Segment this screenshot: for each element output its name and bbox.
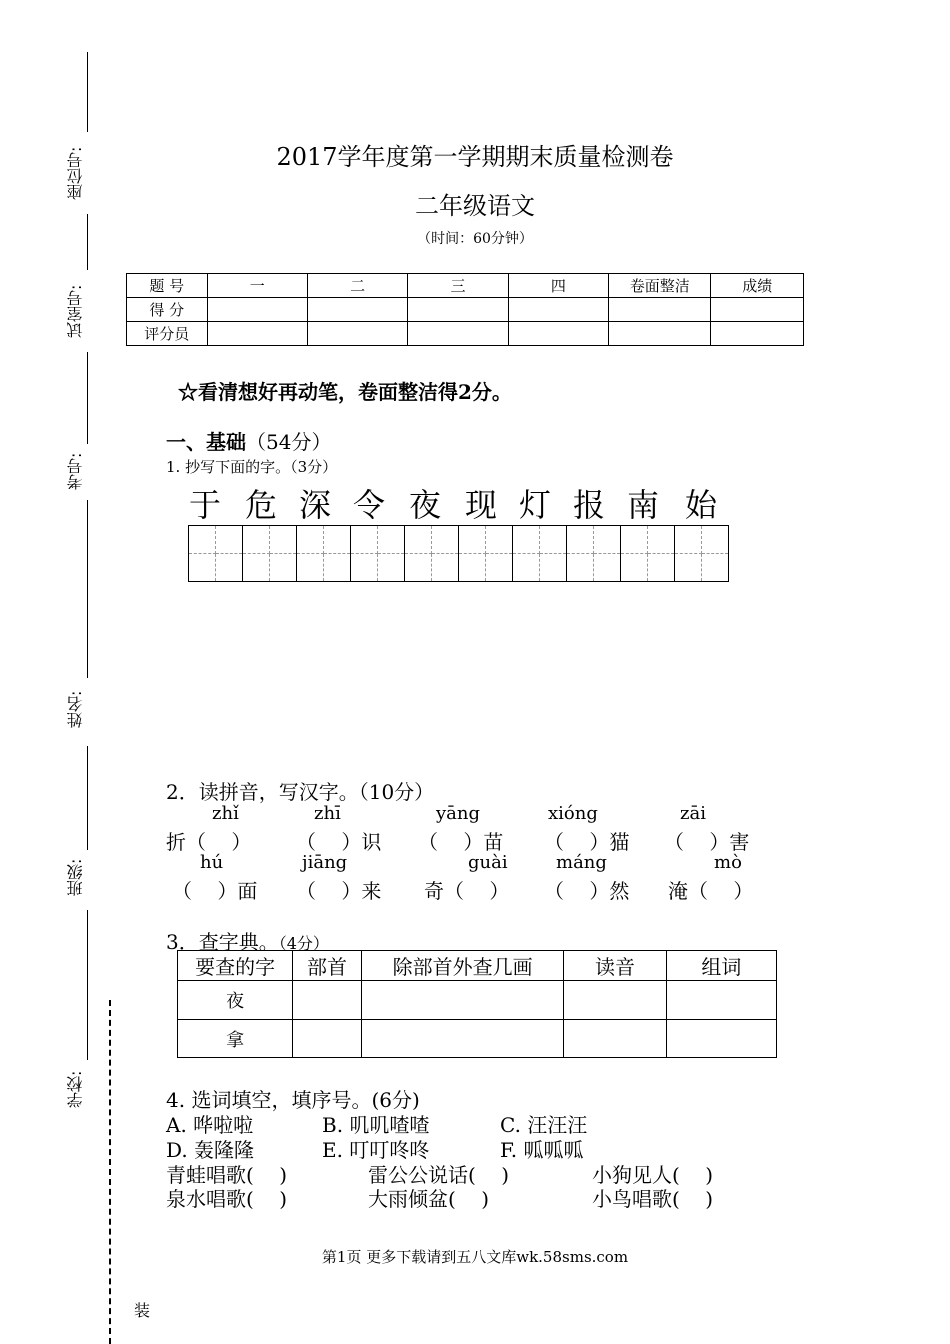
q3-prompt-score: （4分）	[278, 934, 329, 953]
dict-cell[interactable]	[361, 1020, 564, 1058]
pinyin: jiāng	[302, 852, 348, 873]
dict-cell[interactable]	[293, 981, 362, 1020]
dict-cell[interactable]	[564, 981, 666, 1020]
exam-time: （时间：60分钟）	[417, 231, 533, 247]
q4-prompt: 4. 选词填空，填序号。(6分)	[166, 1088, 420, 1112]
dict-cell[interactable]	[293, 1020, 362, 1058]
school-label: 学校:	[66, 1070, 85, 1108]
fill-item[interactable]: 泉水唱歌( )	[166, 1187, 288, 1211]
fill-item[interactable]: （ ）猫	[544, 830, 630, 854]
option: A. 哗啦啦	[166, 1113, 254, 1137]
dict-header-cell: 部首	[293, 951, 362, 981]
dictionary-table	[177, 950, 777, 1058]
option: C. 汪汪汪	[500, 1113, 588, 1137]
pinyin: zāi	[680, 803, 706, 824]
pinyin: xióng	[548, 803, 598, 824]
score-row	[127, 298, 804, 322]
option: D. 轰隆隆	[166, 1138, 255, 1162]
pinyin: yāng	[436, 803, 481, 824]
class-line	[87, 910, 88, 1060]
dict-row	[178, 981, 777, 1020]
copy-char: 现	[464, 486, 497, 524]
option: E. 叮叮咚咚	[322, 1138, 430, 1162]
grader-cell[interactable]	[508, 322, 608, 346]
dict-cell[interactable]	[361, 981, 564, 1020]
score-header-cell: 一	[207, 274, 307, 298]
fill-item[interactable]: 小狗见人( )	[592, 1163, 714, 1187]
pinyin: guài	[468, 852, 508, 873]
dict-header-cell: 组词	[666, 951, 776, 981]
q1-prompt: 1. 抄写下面的字。（3分）	[166, 458, 338, 476]
section1-title: 一、基础	[166, 430, 246, 454]
score-row-label: 得 分	[127, 298, 208, 322]
notice: ☆看清想好再动笔，卷面整洁得2分。	[178, 380, 512, 404]
q2-prompt: 2．读拼音，写汉字。（10分）	[166, 780, 435, 804]
grader-row	[127, 322, 804, 346]
section1-heading	[166, 426, 331, 455]
score-header-cell: 题 号	[127, 274, 208, 298]
dict-char: 夜	[178, 981, 293, 1020]
copy-char: 报	[572, 486, 605, 524]
name-line	[87, 746, 88, 850]
copy-char: 令	[352, 486, 385, 524]
dict-header-cell: 要查的字	[178, 951, 293, 981]
copy-char: 始	[684, 486, 717, 524]
fill-item[interactable]: 大雨倾盆( )	[368, 1187, 490, 1211]
grader-cell[interactable]	[207, 322, 307, 346]
fill-item[interactable]: 雷公公说话( )	[368, 1163, 510, 1187]
seat-number-label: 座位号:	[66, 146, 85, 200]
pinyin: hú	[200, 852, 224, 873]
dict-header-row	[178, 951, 777, 981]
grader-cell[interactable]	[711, 322, 804, 346]
fill-item[interactable]: （ ）面	[172, 879, 258, 903]
section1-score: （54分）	[246, 430, 332, 454]
copy-char: 危	[244, 486, 277, 524]
exam-subtitle: 二年级语文	[415, 192, 535, 220]
exam-room-line	[87, 352, 88, 444]
grader-cell[interactable]	[307, 322, 407, 346]
option: F. 呱呱呱	[500, 1138, 584, 1162]
score-cell[interactable]	[307, 298, 407, 322]
score-header-cell: 成绩	[711, 274, 804, 298]
exam-title: 2017学年度第一学期期末质量检测卷	[276, 143, 674, 171]
pinyin: zhǐ	[212, 803, 239, 824]
grader-cell[interactable]	[408, 322, 508, 346]
fill-item[interactable]: 小鸟唱歌( )	[592, 1187, 714, 1211]
class-label: 班级:	[66, 858, 85, 896]
grader-cell[interactable]	[609, 322, 711, 346]
fill-item[interactable]: 奇（ ）	[424, 879, 510, 903]
exam-room-label: 试室号:	[66, 284, 85, 338]
fill-item[interactable]: 折（ ）	[166, 830, 252, 854]
exam-number-line	[87, 500, 88, 678]
score-header-cell: 三	[408, 274, 508, 298]
score-cell[interactable]	[711, 298, 804, 322]
writing-grid[interactable]	[188, 525, 729, 582]
bind-mark: 装	[134, 1301, 151, 1320]
pinyin: mò	[714, 852, 742, 873]
binding-dashed-line	[109, 1000, 111, 1344]
fill-item[interactable]: 淹（ ）	[668, 879, 754, 903]
pinyin: máng	[556, 852, 607, 873]
score-header-cell: 四	[508, 274, 608, 298]
option: B. 叽叽喳喳	[322, 1113, 430, 1137]
copy-char: 夜	[408, 486, 441, 524]
score-cell[interactable]	[508, 298, 608, 322]
pinyin: zhī	[314, 803, 341, 824]
dict-header-cell: 读音	[564, 951, 666, 981]
score-cell[interactable]	[609, 298, 711, 322]
exam-number-label: 考号:	[66, 452, 85, 490]
fill-item[interactable]: （ ）苗	[418, 830, 504, 854]
dict-char: 拿	[178, 1020, 293, 1058]
score-cell[interactable]	[207, 298, 307, 322]
dict-row	[178, 1020, 777, 1058]
page-footer: 第1页 更多下载请到五八文库wk.58sms.com	[321, 1248, 629, 1266]
binding-line	[87, 52, 88, 132]
name-label: 姓名:	[66, 690, 85, 728]
score-table	[126, 273, 804, 346]
copy-char: 南	[626, 486, 659, 524]
copy-char: 深	[298, 486, 331, 524]
q3-prompt-main: 3．查字典。	[166, 930, 279, 954]
dict-header-cell: 除部首外查几画	[361, 951, 564, 981]
score-header-cell: 卷面整洁	[609, 274, 711, 298]
fill-item[interactable]: （ ）害	[664, 830, 750, 854]
dict-cell[interactable]	[564, 1020, 666, 1058]
score-header-cell: 二	[307, 274, 407, 298]
dict-cell[interactable]	[666, 981, 776, 1020]
fill-item[interactable]: （ ）来	[296, 879, 382, 903]
copy-char: 于	[188, 486, 221, 524]
fill-item[interactable]: （ ）识	[296, 830, 382, 854]
score-cell[interactable]	[408, 298, 508, 322]
dict-cell[interactable]	[666, 1020, 776, 1058]
grader-row-label: 评分员	[127, 322, 208, 346]
fill-item[interactable]: （ ）然	[544, 879, 630, 903]
copy-char: 灯	[518, 486, 551, 524]
fill-item[interactable]: 青蛙唱歌( )	[166, 1163, 288, 1187]
score-table-header	[127, 274, 804, 298]
